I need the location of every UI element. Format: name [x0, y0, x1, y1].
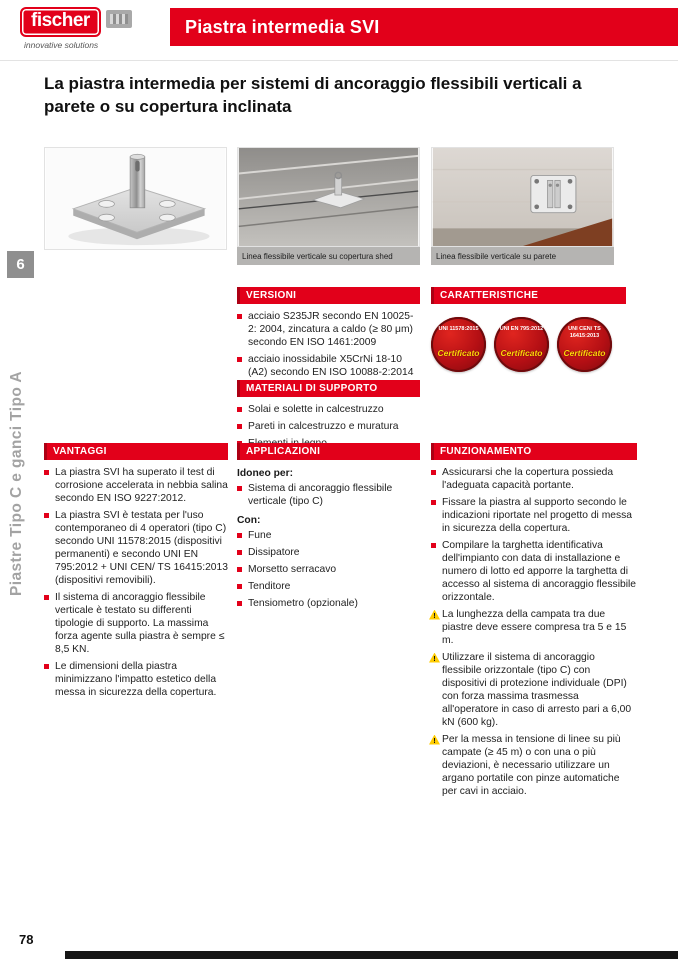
warning-icon [429, 653, 440, 663]
list-item: Solai e solette in calcestruzzo [237, 403, 420, 416]
section-header-materiali: MATERIALI DI SUPPORTO [237, 380, 420, 397]
section-header-vantaggi: VANTAGGI [44, 443, 228, 460]
section-header-applicazioni: APPLICAZIONI [237, 443, 420, 460]
chapter-number-badge: 6 [7, 251, 34, 278]
figure-caption: Linea flessibile verticale su parete [431, 247, 614, 265]
list-item: Pareti in calcestruzzo e muratura [237, 420, 420, 433]
logo-tagline: innovative solutions [24, 40, 99, 50]
bullet-square-icon [44, 595, 49, 600]
list-item: Fune [237, 529, 420, 542]
bullet-square-icon [237, 424, 242, 429]
list-item: acciaio S235JR secondo EN 10025-2: 2004, zincatura a caldo (≥ 80 μm) secondo EN ISO 1461:2009 [237, 310, 420, 349]
list-item: Sistema di ancoraggio flessibile verticale (tipo C) [237, 482, 420, 508]
section-header-funzionamento: FUNZIONAMENTO [431, 443, 637, 460]
applicazioni-subhead-con: Con: [237, 515, 261, 526]
fischer-plug-icon [106, 10, 132, 28]
bullet-square-icon [237, 584, 242, 589]
bullet-square-icon [237, 601, 242, 606]
list-item: Compilare la targhetta identificativa dell'impianto con data di installazione e numero di lotto ed apporre la targhetta di accesso al sistema di ancoraggio flessibile orizzontale. [431, 539, 637, 604]
header-divider [0, 60, 678, 61]
list-item: Morsetto serracavo [237, 563, 420, 576]
certification-badges [431, 317, 626, 372]
certificate-seal-uni-11578: UNI 11578:2015 Certificato [431, 317, 486, 372]
list-item: Dissipatore [237, 546, 420, 559]
bullet-square-icon [431, 543, 436, 548]
versioni-list [237, 310, 420, 379]
bullet-square-icon [237, 486, 242, 491]
section-funzionamento [431, 443, 637, 802]
list-item: La piastra SVI ha superato il test di corrosione accelerata in nebbia salina secondo EN ISO 9227:2012. [44, 466, 228, 505]
bullet-square-icon [237, 407, 242, 412]
funzionamento-list [431, 466, 637, 798]
list-item-warning: ! Utilizzare il sistema di ancoraggio flessibile orizzontale (tipo C) con dispositivi di protezione individuale (DPI) con forza massima trasmessa all'operatore in caso di arresto pari a 6,00 kN (600 kg). [431, 651, 637, 729]
list-item: acciaio inossidabile X5CrNi 18-10 (A2) secondo EN ISO 10088-2:2014 [237, 353, 420, 379]
list-item: Le dimensioni della piastra minimizzano l'impatto estetico della messa in sicurezza della copertura. [44, 660, 228, 699]
section-header-versioni: VERSIONI [237, 287, 420, 304]
fischer-logo-wordmark: fischer [20, 7, 101, 37]
list-item: Tenditore [237, 580, 420, 593]
certificate-seal-uni-en-795: UNI EN 795:2012 Certificato [494, 317, 549, 372]
list-item: Fissare la piastra al supporto secondo le indicazioni riportate nel progetto di messa in sicurezza della copertura. [431, 496, 637, 535]
bullet-square-icon [44, 470, 49, 475]
list-item-warning: ! La lunghezza della campata tra due piastre deve essere compresa tra 5 e 15 m. [431, 608, 637, 647]
bullet-square-icon [44, 664, 49, 669]
figure-shed-roof [237, 147, 420, 265]
page-number: 78 [19, 932, 34, 947]
list-item: Il sistema di ancoraggio flessibile verticale è testato su differenti tipologie di supporto. La massima forza agente sulla piastra è sempre ≤ 8,5 KN. [44, 591, 228, 656]
main-heading: La piastra intermedia per sistemi di ancoraggio flessibili verticali a parete o su copertura inclinata [44, 74, 582, 116]
bullet-square-icon [237, 567, 242, 572]
vantaggi-list [44, 466, 228, 699]
bullet-square-icon [431, 500, 436, 505]
bullet-square-icon [237, 533, 242, 538]
bullet-square-icon [44, 513, 49, 518]
warning-icon [429, 610, 440, 620]
figure-plate-product [44, 147, 227, 250]
applicazioni-subhead-idoneo: Idoneo per: [237, 468, 294, 479]
sidebar-chapter-label: Piastre Tipo C e ganci Tipo A [8, 371, 25, 596]
photo-vertical-line-wall [431, 147, 614, 247]
photo-vertical-line-shed-roof [237, 147, 420, 247]
header-title-bar [170, 8, 678, 46]
certificate-seal-uni-cen-ts-16415: UNI CEN/ TS 16415:2013 Certificato [557, 317, 612, 372]
bullet-square-icon [237, 357, 242, 362]
figure-caption: Linea flessibile verticale su copertura shed [237, 247, 420, 265]
product-photo-plate [44, 147, 227, 250]
warning-icon [429, 735, 440, 745]
applicazioni-idoneo-list [237, 482, 420, 508]
bullet-square-icon [237, 550, 242, 555]
applicazioni-con-list [237, 529, 420, 610]
section-vantaggi [44, 443, 228, 703]
fischer-logo [20, 7, 165, 50]
section-header-caratteristiche: CARATTERISTICHE [431, 287, 626, 304]
page-title: Piastra intermedia SVI [185, 16, 380, 37]
list-item: Assicurarsi che la copertura possieda l'adeguata capacità portante. [431, 466, 637, 492]
section-caratteristiche [431, 287, 626, 372]
list-item: La piastra SVI è testata per l'uso contemporaneo di 4 operatori (tipo C) secondo UNI 11578:2015 (dispositivi permanenti) e secondo UNI EN 795:2012 + UNI CEN/ TS 16415:2013 (dispositivi removibili). [44, 509, 228, 587]
figure-wall-plate [431, 147, 614, 265]
bullet-square-icon [237, 314, 242, 319]
list-item: Tensiometro (opzionale) [237, 597, 420, 610]
section-versioni [237, 287, 420, 383]
footer-bar [65, 951, 678, 959]
bullet-square-icon [431, 470, 436, 475]
list-item-warning: ! Per la messa in tensione di linee su più campate (≥ 45 m) o con una o più deviazioni, è necessario utilizzare un argano portatile con pinze automatiche per cavi in acciaio. [431, 733, 637, 798]
section-applicazioni [237, 443, 420, 614]
